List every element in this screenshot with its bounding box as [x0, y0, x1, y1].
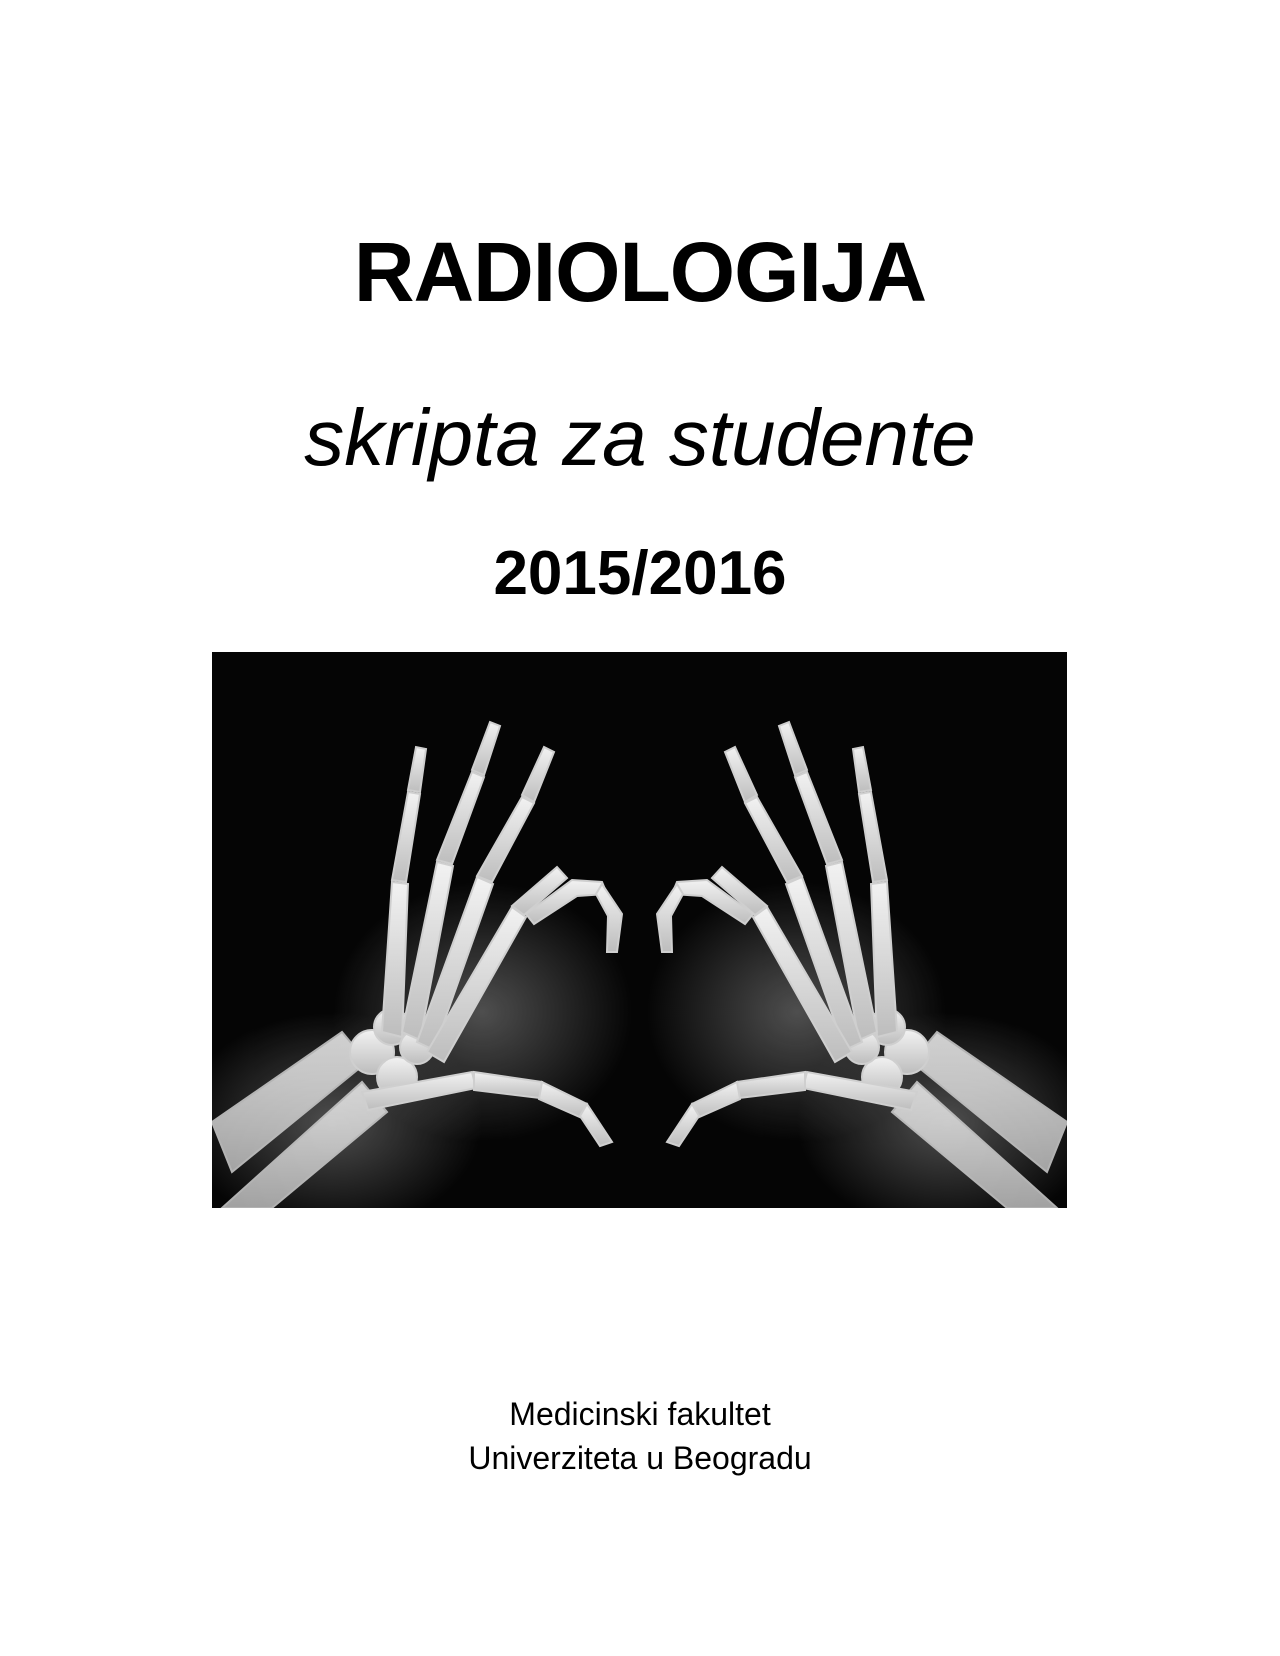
xray-hands-heart-image: [212, 652, 1067, 1208]
publisher-university: Univerziteta u Beogradu: [468, 1440, 812, 1476]
document-title: RADIOLOGIJA: [353, 225, 927, 319]
publisher-faculty: Medicinski fakultet: [509, 1396, 771, 1432]
publisher-block: [0, 1392, 1280, 1480]
academic-year: 2015/2016: [493, 539, 787, 608]
document-subtitle: skripta za studente: [304, 393, 976, 482]
